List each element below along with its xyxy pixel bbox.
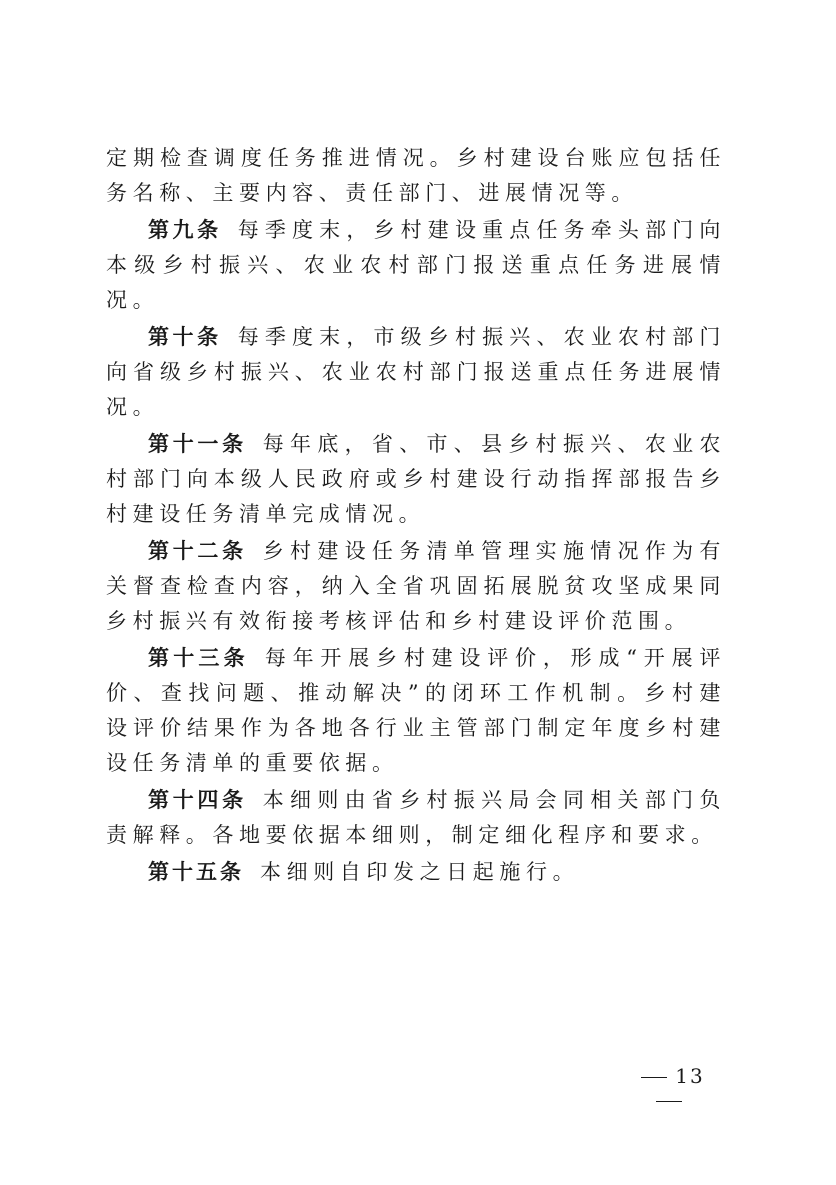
article-text: 本细则由省乡村振兴局会同相关部门负责解释。各地要依据本细则，制定细化程序和要求。: [106, 788, 727, 847]
article-10: [106, 320, 726, 425]
article-number: 第十一条: [148, 432, 247, 456]
opening-paragraph: 定期检查调度任务推进情况。乡村建设台账应包括任务名称、主要内容、责任部门、进展情况等。: [106, 146, 726, 205]
article-text: 每年底，省、市、县乡村振兴、农业农村部门向本级人民政府或乡村建设行动指挥部报告乡村建设任务清单完成情况。: [106, 432, 727, 526]
article-number: 第十二条: [148, 539, 247, 563]
article-text: 每年开展乡村建设评价，形成“开展评价、查找问题、推动解决”的闭环工作机制。乡村建设评价结果作为各地各行业主管部门制定年度乡村建设任务清单的重要依据。: [106, 646, 726, 775]
article-14: [106, 783, 726, 853]
article-9: [106, 213, 726, 318]
article-number: 第十条: [148, 325, 222, 349]
article-text: 每季度末，乡村建设重点任务牵头部门向本级乡村振兴、农业农村部门报送重点任务进展情况。: [106, 218, 726, 312]
article-15: [106, 855, 726, 890]
article-12: [106, 534, 726, 639]
article-number: 第十五条: [148, 860, 244, 884]
dash-left: [641, 1077, 667, 1078]
article-13: [106, 641, 726, 781]
article-number: 第九条: [148, 218, 222, 242]
article-text: 乡村建设任务清单管理实施情况作为有关督查检查内容，纳入全省巩固拓展脱贫攻坚成果同乡村振兴有效衔接考核评估和乡村建设评价范围。: [106, 539, 727, 633]
article-number: 第十四条: [148, 788, 247, 812]
page-number: 13: [675, 1064, 705, 1088]
article-11: [106, 427, 726, 532]
document-body: [106, 141, 726, 890]
dash-right: [656, 1101, 682, 1102]
article-text: 每季度末，市级乡村振兴、农业农村部门向省级乡村振兴、农业农村部门报送重点任务进展情况。: [106, 325, 726, 419]
article-number: 第十三条: [148, 646, 249, 670]
article-text: 本细则自印发之日起施行。: [260, 860, 580, 884]
page-footer: [614, 1064, 724, 1112]
